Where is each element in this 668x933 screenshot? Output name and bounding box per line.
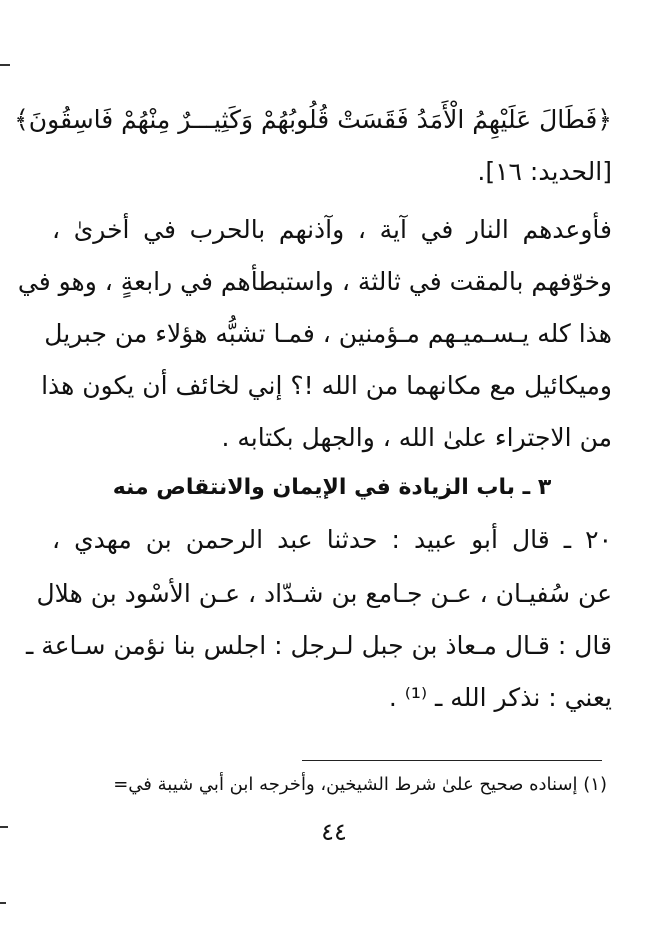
quran-verse-line-1: ﴿فَطَالَ عَلَيْهِمُ الْأَمَدُ فَقَسَتْ قُلُوبُهُمْ وَكَثِيـــرٌ مِنْهُمْ فَاسِقُونَ﴾: [14, 105, 612, 134]
paragraph-2-line-1: ٢٠ ـ قال أبو عبيد : حدثنا عبد الرحمن بن مهدي ،: [52, 525, 612, 554]
page-number: ٤٤: [321, 818, 347, 846]
quran-verse-reference: [الحديد: ١٦].: [477, 157, 612, 186]
scan-margin-mark: [0, 826, 8, 828]
scan-margin-mark: [0, 64, 10, 66]
footnote-text: (١) إسناده صحيح علىٰ شرط الشيخين، وأخرجه ابن أبي شيبة في=: [113, 774, 607, 795]
footnote-divider: [302, 760, 602, 761]
paragraph-2-line-3: قال : قـال مـعاذ بن جبل لـرجل : اجلس بنا نؤمن سـاعة ـ: [25, 631, 612, 660]
paragraph-1-line-3: هذا كله يـسـميـهم مـؤمنين ، فمـا تشبُّه هؤلاء من جبريل: [44, 319, 612, 348]
paragraph-1-line-2: وخوّفهم بالمقت في ثالثة ، واستبطأهم في رابعةٍ ، وهو في: [17, 267, 612, 296]
paragraph-1-line-4: وميكائيل مع مكانهما من الله !؟ إني لخائف أن يكون هذا: [41, 371, 612, 400]
scan-margin-mark: [0, 902, 6, 904]
section-heading: ٣ ـ باب الزيادة في الإيمان والانتقاص منه: [112, 475, 552, 500]
paragraph-2-line-2: عن سُفيـان ، عـن جـامع بن شـدّاد ، عـن الأسْود بن هلال: [36, 579, 612, 608]
paragraph-1-line-5: من الاجتراء علىٰ الله ، والجهل بكتابه .: [221, 423, 612, 452]
paragraph-1-line-1: فأوعدهم النار في آية ، وآذنهم بالحرب في أخرىٰ ،: [52, 215, 612, 244]
paragraph-2-line-4: يعني : نذكر الله ـ ⁽¹⁾ .: [388, 683, 612, 712]
